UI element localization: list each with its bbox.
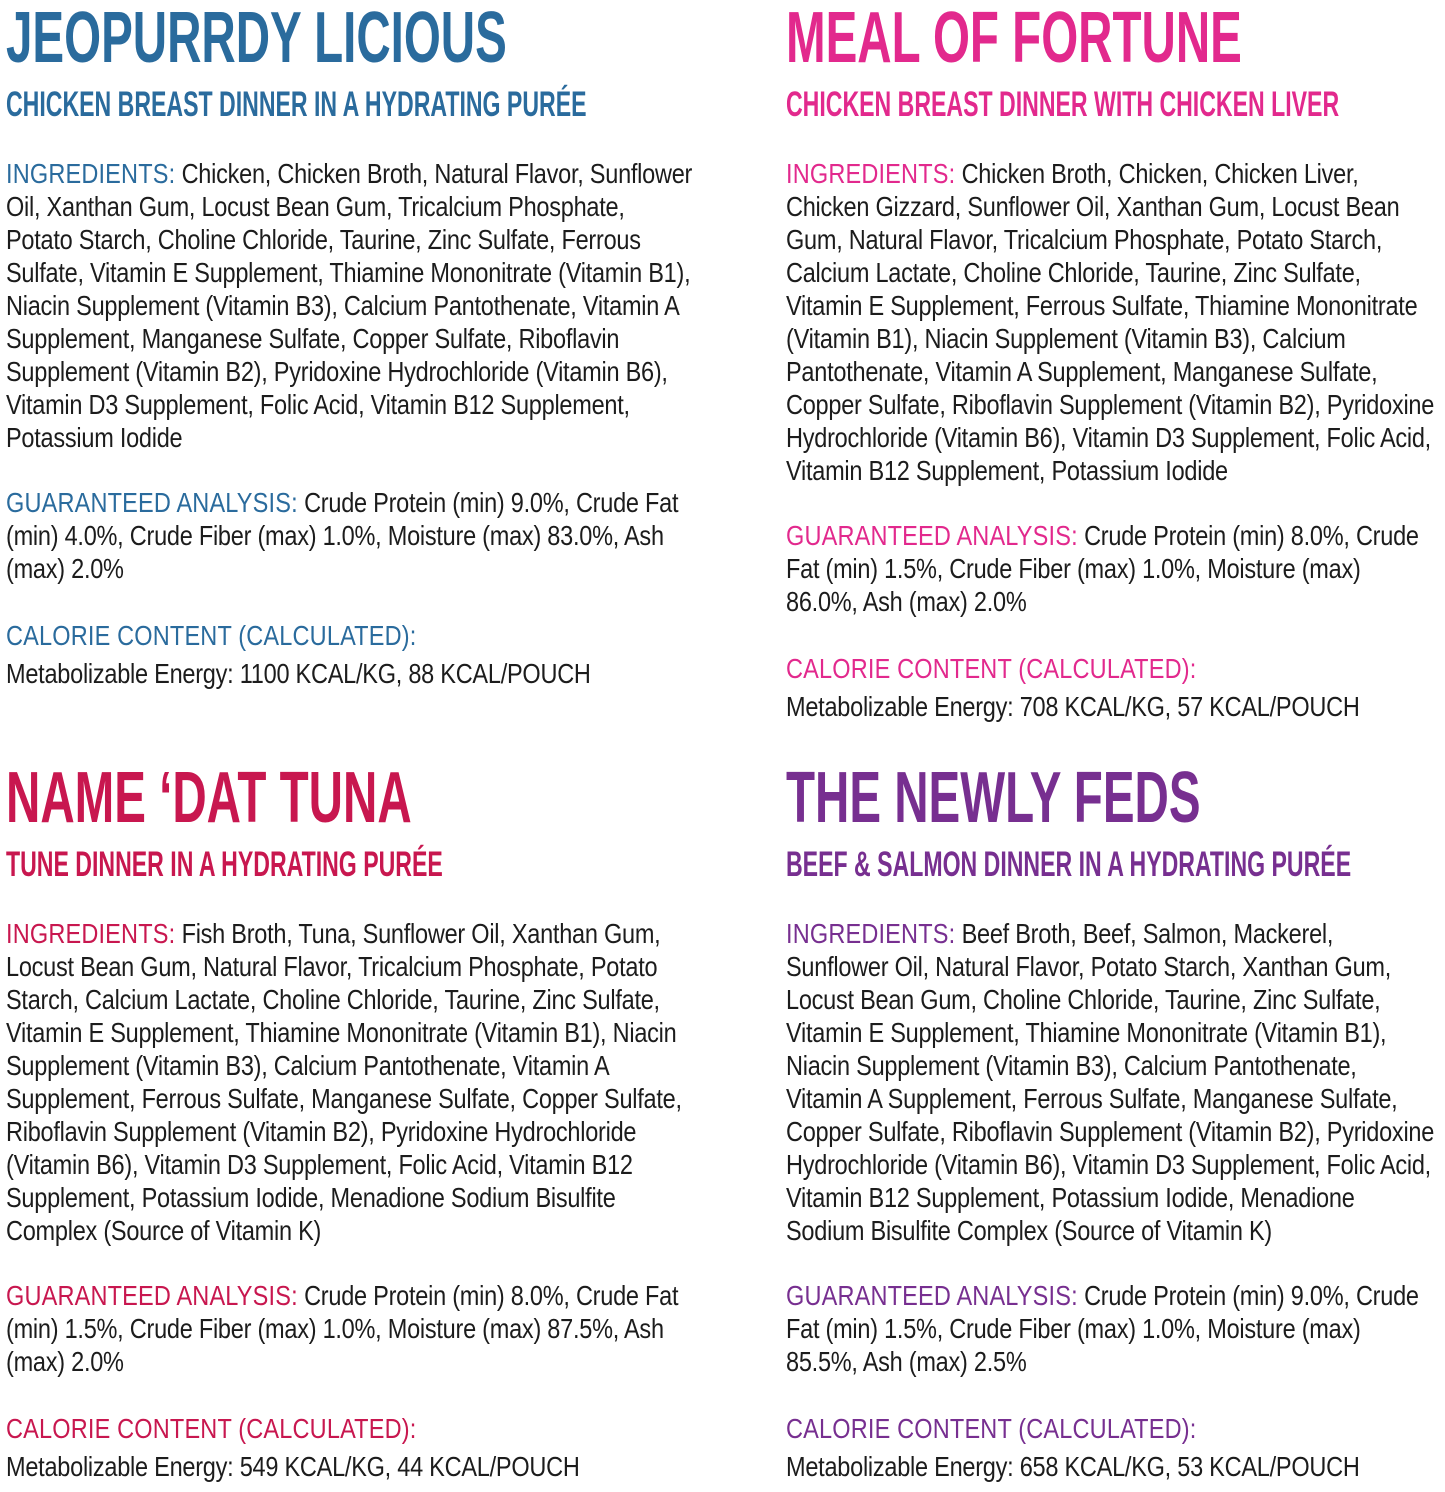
calorie-content-section [786,650,1437,726]
product-subtitle: CHICKEN BREAST DINNER IN A HYDRATING PURÉE [6,85,587,125]
ingredients-label: INGREDIENTS: [786,157,956,189]
guaranteed-analysis-label: GUARANTEED ANALYSIS: [786,519,1078,551]
guaranteed-analysis-text: Crude Protein (min) 9.0%, Crude Fat (min) 1.5%, Crude Fiber (max) 1.0%, Moisture (max) 85.5%, Ash (max) 2.5% [786,1279,1419,1377]
guaranteed-analysis-section [786,1279,1437,1378]
ingredients-section [786,157,1437,487]
ingredients-label: INGREDIENTS: [6,917,176,949]
calorie-content-text: Metabolizable Energy: 1100 KCAL/KG, 88 KCAL/POUCH [6,657,591,689]
product-subtitle: TUNE DINNER IN A HYDRATING PURÉE [6,845,443,885]
calorie-content-label: CALORIE CONTENT (CALCULATED): [6,1412,417,1444]
product-subtitle: BEEF & SALMON DINNER IN A HYDRATING PURÉE [786,845,1352,885]
product-title: JEOPURRDY LICIOUS [6,0,507,78]
guaranteed-analysis-section [6,486,694,585]
ingredients-section [6,157,694,454]
ingredients-text: Fish Broth, Tuna, Sunflower Oil, Xanthan Gum, Locust Bean Gum, Natural Flavor, Tricalcium Phosphate, Potato Starch, Calcium Lactate, Choline Chloride, Taurine, Zinc Sulfate, Vitamin E Supplement, Thiamine Mononitrate (Vitamin B1), Niacin Supplement (Vitamin B3), Calcium Pantothenate, Vitamin A Supplement, Ferrous Sulfate, Manganese Sulfate, Copper Sulfate, Riboflavin Supplement (Vitamin B2), Pyridoxine Hydrochloride (Vitamin B6), Vitamin D3 Supplement, Folic Acid, Vitamin B12 Supplement, Potassium Iodide, Menadione Sodium Bisulfite Complex (Source of Vitamin K) [6,917,682,1246]
guaranteed-analysis-label: GUARANTEED ANALYSIS: [786,1279,1078,1311]
guaranteed-analysis-section [6,1279,694,1378]
product-title: THE NEWLY FEDS [786,760,1201,838]
guaranteed-analysis-text: Crude Protein (min) 8.0%, Crude Fat (min) 1.5%, Crude Fiber (max) 1.0%, Moisture (max) 87.5%, Ash (max) 2.0% [6,1279,679,1377]
calorie-content-section [6,617,694,693]
product-card-name-dat-tuna [0,760,722,1492]
guaranteed-analysis-text: Crude Protein (min) 8.0%, Crude Fat (min) 1.5%, Crude Fiber (max) 1.0%, Moisture (max) 86.0%, Ash (max) 2.0% [786,519,1419,617]
product-subtitle: CHICKEN BREAST DINNER WITH CHICKEN LIVER [786,85,1340,125]
guaranteed-analysis-text: Crude Protein (min) 9.0%, Crude Fat (min) 4.0%, Crude Fiber (max) 1.0%, Moisture (max) 83.0%, Ash (max) 2.0% [6,486,679,584]
ingredients-section [786,917,1437,1247]
guaranteed-analysis-label: GUARANTEED ANALYSIS: [6,1279,298,1311]
product-title: MEAL OF FORTUNE [786,0,1242,78]
calorie-content-text: Metabolizable Energy: 549 KCAL/KG, 44 KCAL/POUCH [6,1450,580,1482]
product-title: NAME ‘DAT TUNA [6,760,412,838]
calorie-content-text: Metabolizable Energy: 658 KCAL/KG, 53 KCAL/POUCH [786,1450,1360,1482]
ingredients-label: INGREDIENTS: [6,157,176,189]
calorie-content-section [786,1410,1437,1486]
ingredients-text: Chicken Broth, Chicken, Chicken Liver, Chicken Gizzard, Sunflower Oil, Xanthan Gum, Locust Bean Gum, Natural Flavor, Tricalcium Phosphate, Potato Starch, Calcium Lactate, Choline Chloride, Taurine, Zinc Sulfate, Vitamin E Supplement, Ferrous Sulfate, Thiamine Mononitrate (Vitamin B1), Niacin Supplement (Vitamin B3), Calcium Pantothenate, Vitamin A Supplement, Manganese Sulfate, Copper Sulfate, Riboflavin Supplement (Vitamin B2), Pyridoxine Hydrochloride (Vitamin B6), Vitamin D3 Supplement, Folic Acid, Vitamin B12 Supplement, Potassium Iodide [786,157,1435,486]
product-card-jeopurrdy-licious [0,0,722,760]
guaranteed-analysis-label: GUARANTEED ANALYSIS: [6,486,298,518]
calorie-content-text: Metabolizable Energy: 708 KCAL/KG, 57 KCAL/POUCH [786,690,1360,722]
ingredients-text: Beef Broth, Beef, Salmon, Mackerel, Sunflower Oil, Natural Flavor, Potato Starch, Xanthan Gum, Locust Bean Gum, Choline Chloride, Taurine, Zinc Sulfate, Vitamin E Supplement, Thiamine Mononitrate (Vitamin B1), Niacin Supplement (Vitamin B3), Calcium Pantothenate, Vitamin A Supplement, Ferrous Sulfate, Manganese Sulfate, Copper Sulfate, Riboflavin Supplement (Vitamin B2), Pyridoxine Hydrochloride (Vitamin B6), Vitamin D3 Supplement, Folic Acid, Vitamin B12 Supplement, Potassium Iodide, Menadione Sodium Bisulfite Complex (Source of Vitamin K) [786,917,1435,1246]
ingredients-section [6,917,694,1247]
product-card-meal-of-fortune [722,0,1445,760]
calorie-content-label: CALORIE CONTENT (CALCULATED): [786,652,1197,684]
product-card-the-newly-feds [722,760,1445,1492]
calorie-content-label: CALORIE CONTENT (CALCULATED): [786,1412,1197,1444]
calorie-content-label: CALORIE CONTENT (CALCULATED): [6,619,417,651]
ingredients-text: Chicken, Chicken Broth, Natural Flavor, Sunflower Oil, Xanthan Gum, Locust Bean Gum, Tricalcium Phosphate, Potato Starch, Choline Chloride, Taurine, Zinc Sulfate, Ferrous Sulfate, Vitamin E Supplement, Thiamine Mononitrate (Vitamin B1), Niacin Supplement (Vitamin B3), Calcium Pantothenate, Vitamin A Supplement, Manganese Sulfate, Copper Sulfate, Riboflavin Supplement (Vitamin B2), Pyridoxine Hydrochloride (Vitamin B6), Vitamin D3 Supplement, Folic Acid, Vitamin B12 Supplement, Potassium Iodide [6,157,693,453]
guaranteed-analysis-section [786,519,1437,618]
ingredients-label: INGREDIENTS: [786,917,956,949]
calorie-content-section [6,1410,694,1486]
